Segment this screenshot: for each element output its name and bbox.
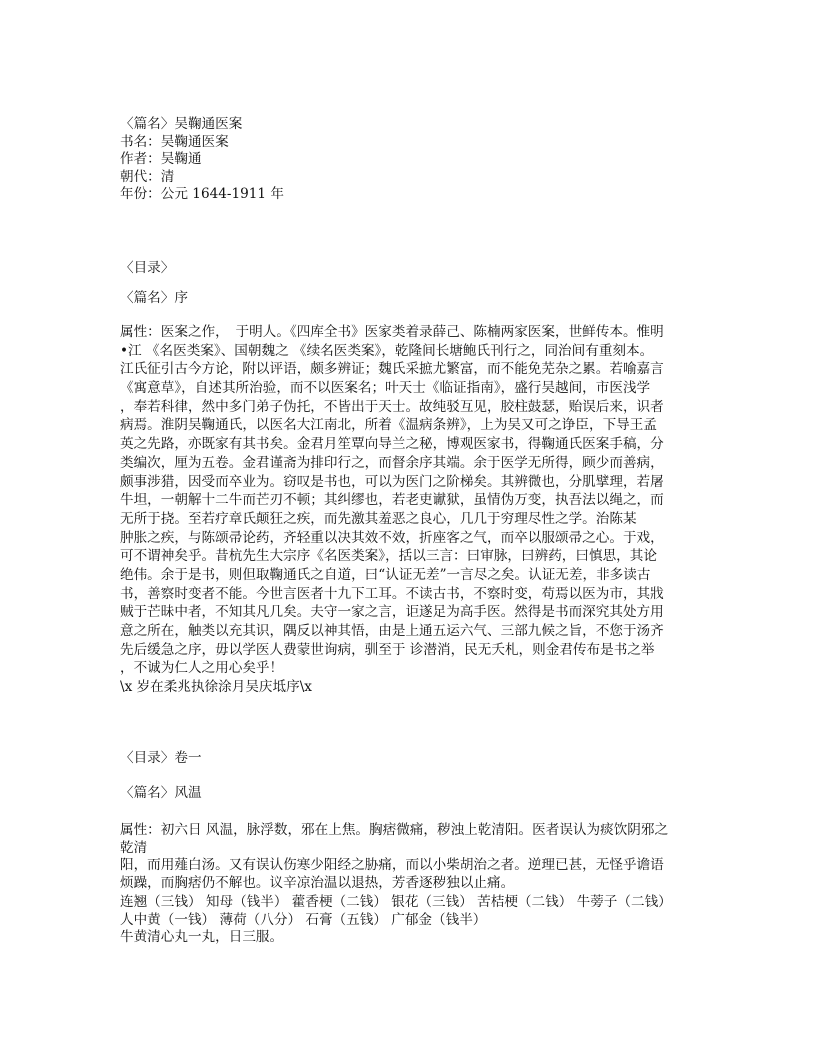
paragraph-line: ，不诚为仁人之用心矣乎！ [120, 660, 284, 677]
author: 作者：吴鞠通 [120, 151, 202, 167]
document-header [120, 116, 284, 204]
case-line: 属性：初六日 风温，脉浮数，邪在上焦。胸痞微痛，秽浊上乾清阳。医者误认为痰饮阴邪之 [120, 822, 669, 838]
case-line: 烦躁，而胸痞仍不解也。议辛凉治温以退热，芳香逐秽独以止痛。 [120, 874, 515, 891]
paragraph-line: 可不谓神矣乎。昔杭先生大宗序《名医类案》，括以三言：曰审脉，曰辨药，曰慎思，其论 [120, 548, 657, 565]
case-section [120, 785, 202, 803]
paragraph-line: 病焉。淮阴吴鞠通氏，以医名大江南北，所着《温病条辨》，上为吴又可之诤臣，下导王孟 [120, 417, 657, 434]
preface-title: 〈篇名〉序 [120, 290, 188, 306]
paragraph-line: 绝伟。余于是书，则但取鞠通氏之自道，曰“认证无差”一言尽之矣。认证无差，非多读古 [120, 566, 651, 583]
paragraph-line: 颇事涉猎，因受而卒业为。窃叹是书也，可以为医门之阶梯矣。其辨微也，分肌擘理，若屠 [120, 473, 664, 490]
toc-volume-label: 〈目录〉卷一 [120, 750, 202, 766]
case-line: 阳，而用薤白汤。又有误认伤寒少阳经之胁痛，而以小柴胡治之者。逆理已甚，无怪乎谵语 [120, 857, 664, 873]
paragraph-line: 贼于芒昧中者，不知其凡几矣。夫守一家之言，讵遂足为高手医。然得是书而深究其处方用 [120, 604, 664, 621]
paragraph-line: 属性：医案之作， 于明人。《四库全书》医家类着录薛己、陈楠两家医案，世鲜传本。惟明 [120, 324, 664, 340]
paragraph-line: 意之所在，触类以充其识，隅反以神其悟，由是上通五运六气、三部九候之旨，不您于汤齐 [120, 623, 664, 639]
paragraph-line: •江 《名医类案》、国朝魏之 《续名医类案》，乾隆间长塘鲍氏刊行之，同治间有重刻本。 [120, 342, 654, 359]
preface-signature: \x 岁在柔兆执徐涂月吴庆坻序\x [120, 679, 312, 696]
dynasty: 朝代：清 [120, 168, 175, 185]
case-title: 〈篇名〉风温 [120, 785, 202, 801]
paragraph-line: 英之先路，亦既家有其书矣。金君月笙覃向导兰之秘，博观医家书，得鞠通氏医案手稿，分 [120, 436, 664, 453]
toc-volume-heading [120, 750, 202, 768]
toc-heading [120, 260, 174, 278]
paragraph-line: 《寓意草》，自述其所治验，而不以医案名；叶天士《临证指南》，盛行吴越间，市医浅学 [120, 380, 651, 397]
chapter-title: 〈篇名〉吴鞠通医案 [120, 116, 243, 132]
paragraph-line: 无所于挠。至若疗章氏颠狂之疾，而先激其羞恶之良心，几几于穷理尽性之学。治陈某 [120, 510, 637, 527]
paragraph-line: 先后缓急之序，毋以学医人费蒙世询病，驯至于 诊潜消，民无夭札，则金君传布是书之举 [120, 641, 655, 658]
paragraph-line: ，奉若科律，然中多门弟子伪托，不皆出于天士。故纯驳互见，胶柱鼓瑟，贻误后来，识者 [120, 398, 664, 415]
preface-section [120, 290, 188, 308]
book-name: 书名：吴鞠通医案 [120, 133, 229, 150]
paragraph-line: 牛坦，一朝解十二牛而芒刃不顿；其纠缪也，若老吏谳狱，虽情伪万变，执吾法以绳之，而 [120, 492, 664, 509]
preface-body [120, 323, 664, 697]
paragraph-line: 类编次，厘为五卷。金君谨斋为排印行之，而督余序其端。余于医学无所得，顾少而善病， [120, 454, 664, 471]
prescription-line: 人中黄（一钱） 薄荷（八分） 石膏（五钱） 广郁金（钱半） [120, 911, 487, 928]
year-range: 年份：公元 1644-1911 年 [120, 186, 284, 202]
paragraph-line: 书，善察时变者不能。今世言医者十九下工耳。不读古书，不察时变，苟焉以医为市，其戕 [120, 585, 664, 602]
prescription-line: 连翘（三钱） 知母（钱半） 藿香梗（二钱） 银花（三钱） 苦桔梗（二钱） 牛蒡子（二钱） [120, 894, 672, 910]
case-line: 乾清 [120, 839, 148, 856]
toc-label: 〈目录〉 [120, 260, 175, 276]
case-body [120, 822, 672, 947]
dosage-instruction: 牛黄清心丸一丸，日三服。 [120, 929, 284, 945]
paragraph-line: 江氏征引古今方论，附以评语，颇多辨证；魏氏采摭尤繁富，而不能免芜杂之累。若喻嘉言 [120, 361, 664, 378]
paragraph-line: 肿胀之疾，与陈颂帚论药，齐轻重以决其效不效，折座客之气，而卒以服颂帚之心。于戏， [120, 529, 664, 546]
